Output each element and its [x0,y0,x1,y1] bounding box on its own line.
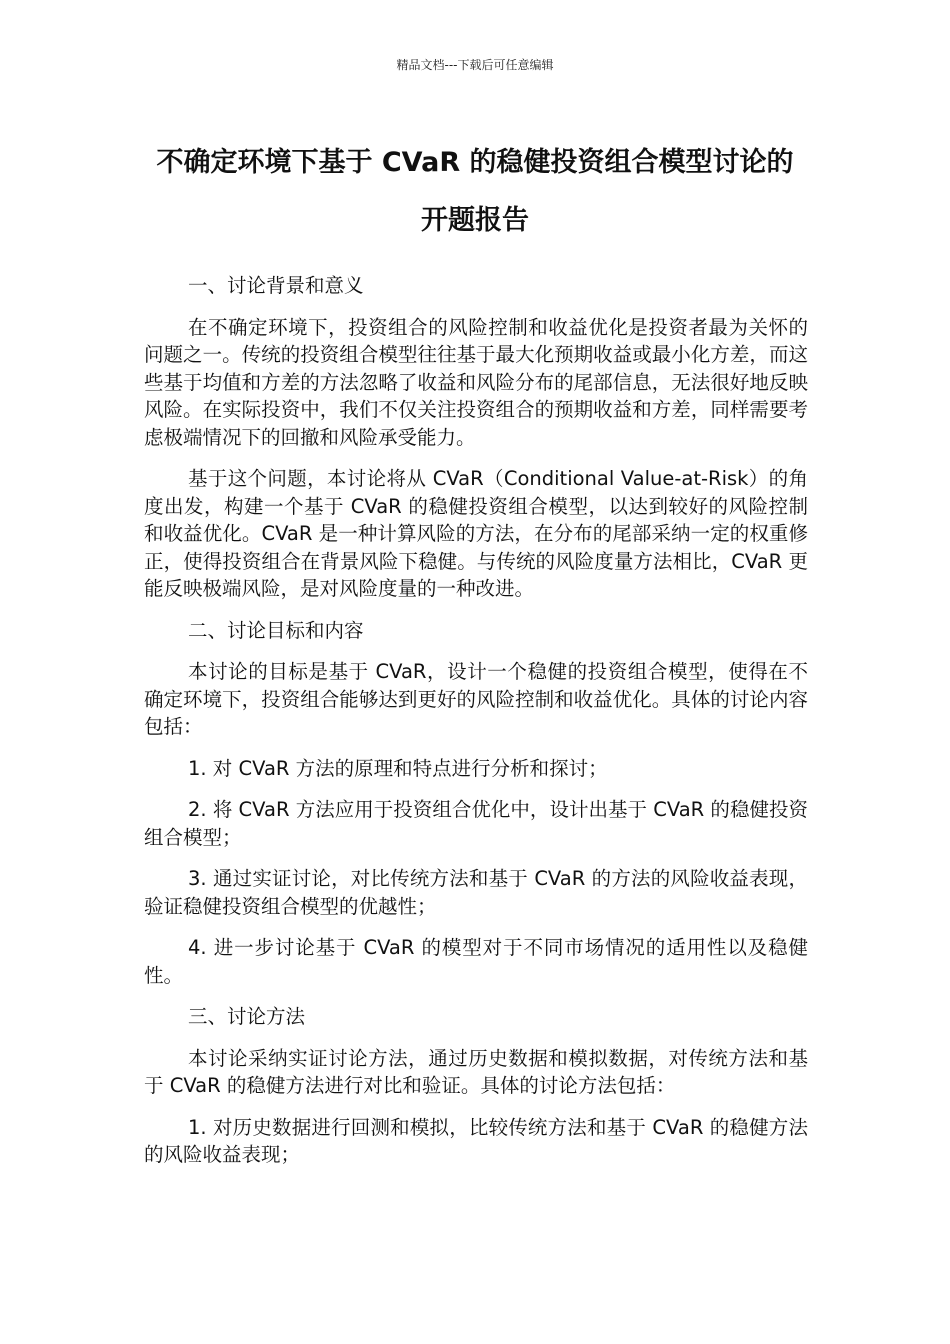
section-3-heading: 三、讨论方法 [188,1005,306,1028]
section-2-heading: 二、讨论目标和内容 [188,618,364,642]
title-line-2: 开题报告 [421,205,529,236]
section-2-list-item-3: 3. 通过实证讨论，对比传统方法和基于 CVaR 的方法的风险收益表现，验证稳健投资组合模型的优越性； [144,867,808,918]
header-note: 精品文档---下载后可任意编辑 [396,58,554,72]
section-2-paragraph-1: 本讨论的目标是基于 CVaR，设计一个稳健的投资组合模型，使得在不确定环境下，投资组合能够达到更好的风险控制和收益优化。具体的讨论内容包括： [144,660,808,738]
document-title [118,134,832,250]
section-3-list-item-1: 1. 对历史数据进行回测和模拟，比较传统方法和基于 CVaR 的稳健方法的风险收益表现； [144,1115,808,1166]
title-line-1: 不确定环境下基于 CVaR 的稳健投资组合模型讨论的 [156,147,794,178]
section-1-heading: 一、讨论背景和意义 [188,274,364,297]
section-2-list-item-4: 4. 进一步讨论基于 CVaR 的模型对于不同市场情况的适用性以及稳健性。 [144,936,808,987]
section-2-list-item-1: 1. 对 CVaR 方法的原理和特点进行分析和探讨； [188,756,608,780]
section-2-list-item-2: 2. 将 CVaR 方法应用于投资组合优化中，设计出基于 CVaR 的稳健投资组合模型； [144,798,808,849]
section-3-paragraph-1: 本讨论采纳实证讨论方法，通过历史数据和模拟数据，对传统方法和基于 CVaR 的稳健方法进行对比和验证。具体的讨论方法包括： [144,1046,808,1097]
section-1-paragraph-1: 在不确定环境下，投资组合的风险控制和收益优化是投资者最为关怀的问题之一。传统的投资组合模型往往基于最大化预期收益或最小化方差，而这些基于均值和方差的方法忽略了收益和风险分布的尾部信息，无法很好地反映风险。在实际投资中，我们不仅关注投资组合的预期收益和方差，同样需要考虑极端情况下的回撤和风险承受能力。 [144,315,808,449]
document-body [144,272,808,1183]
section-1-paragraph-2: 基于这个问题，本讨论将从 CVaR（Conditional Value-at-Risk）的角度出发，构建一个基于 CVaR 的稳健投资组合模型，以达到较好的风险控制和收益优化。CVaR 是一种计算风险的方法，在分布的尾部采纳一定的权重修正，使得投资组合在背景风险下稳健。与传统的风险度量方法相比，CVaR 更能反映极端风险，是对风险度量的一种改进。 [144,467,808,600]
